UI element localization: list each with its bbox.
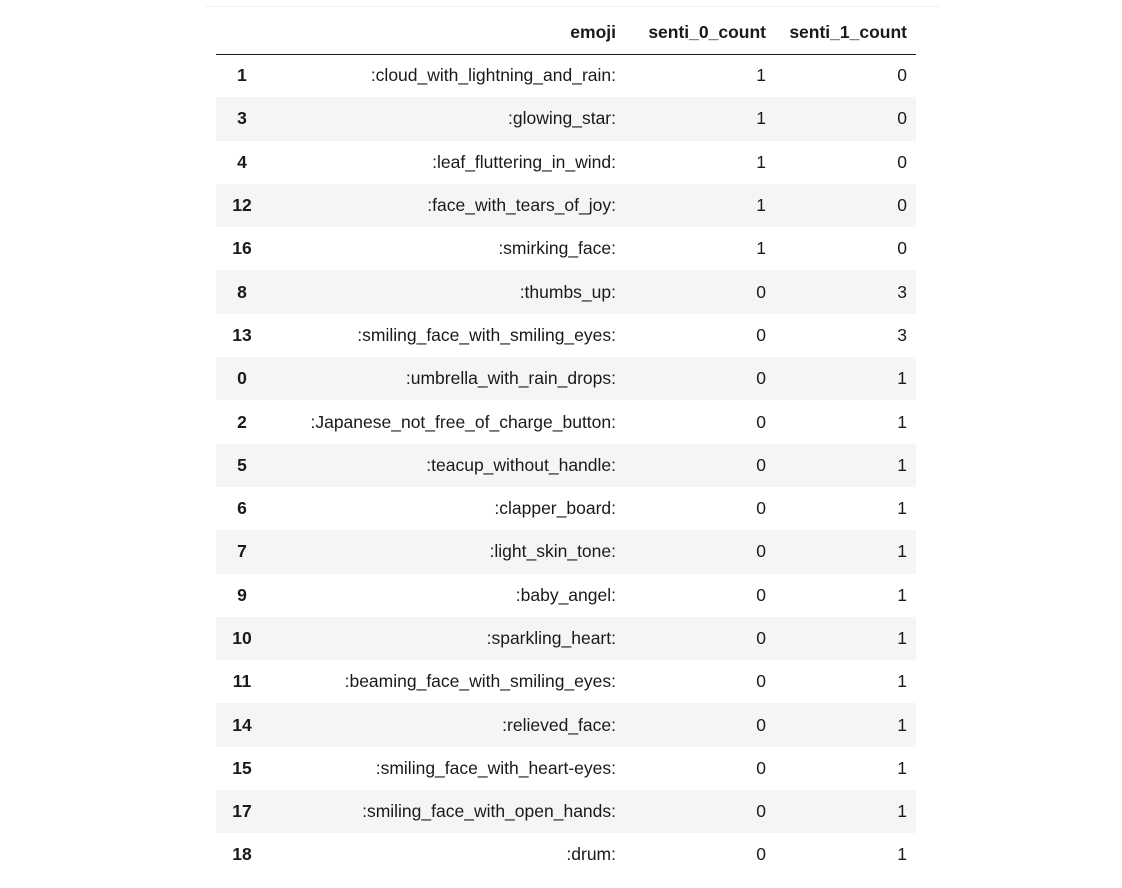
cell-emoji: :cloud_with_lightning_and_rain: — [370, 65, 616, 86]
cell-senti-0-count: 0 — [756, 671, 766, 692]
row-index: 10 — [232, 628, 252, 648]
cell-senti-0-count: 0 — [756, 281, 766, 302]
table-row — [216, 314, 916, 357]
row-index: 7 — [237, 541, 247, 562]
cell-emoji: :light_skin_tone: — [489, 541, 616, 562]
cell-emoji: :smirking_face: — [498, 238, 616, 259]
cell-senti-1-count: 1 — [897, 411, 907, 432]
output-top-divider — [205, 6, 940, 7]
row-index: 0 — [237, 368, 247, 389]
dataframe-table — [216, 10, 916, 877]
table-row — [216, 833, 916, 876]
cell-senti-0-count: 0 — [756, 324, 766, 345]
cell-emoji: :face_with_tears_of_joy: — [427, 195, 616, 216]
row-index: 9 — [237, 584, 247, 605]
cell-emoji: :baby_angel: — [515, 584, 616, 605]
cell-senti-0-count: 0 — [756, 454, 766, 475]
cell-senti-1-count: 1 — [897, 584, 907, 605]
row-index: 8 — [237, 281, 247, 302]
table-row — [216, 141, 916, 184]
cell-emoji: :relieved_face: — [502, 714, 616, 735]
cell-emoji: :umbrella_with_rain_drops: — [405, 368, 616, 389]
cell-senti-0-count: 0 — [756, 584, 766, 605]
cell-senti-1-count: 1 — [897, 628, 907, 648]
table-row — [216, 574, 916, 617]
header-emoji: emoji — [268, 10, 625, 54]
table-row — [216, 530, 916, 573]
cell-senti-0-count: 0 — [756, 628, 766, 648]
cell-senti-0-count: 0 — [756, 714, 766, 735]
row-index: 11 — [232, 671, 252, 692]
row-index: 3 — [237, 108, 247, 129]
row-index: 6 — [237, 498, 247, 519]
row-index: 13 — [232, 324, 252, 345]
cell-senti-1-count: 1 — [897, 714, 907, 735]
table-row — [216, 703, 916, 746]
cell-senti-1-count: 1 — [897, 801, 907, 822]
cell-emoji: :smiling_face_with_heart-eyes: — [375, 757, 616, 778]
cell-emoji: :beaming_face_with_smiling_eyes: — [344, 671, 616, 692]
row-index: 14 — [232, 714, 252, 735]
cell-senti-0-count: 0 — [756, 411, 766, 432]
header-senti-1-count: senti_1_count — [775, 10, 916, 54]
table-row — [216, 660, 916, 703]
table-row — [216, 227, 916, 270]
cell-emoji: :drum: — [566, 844, 616, 865]
cell-emoji: :sparkling_heart: — [486, 628, 616, 648]
header-row — [216, 10, 916, 54]
dataframe-output — [216, 10, 916, 877]
cell-emoji: :Japanese_not_free_of_charge_button: — [310, 411, 616, 432]
row-index: 15 — [232, 757, 252, 778]
cell-senti-0-count: 0 — [756, 757, 766, 778]
cell-senti-1-count: 1 — [897, 498, 907, 519]
row-index: 17 — [232, 801, 252, 822]
cell-senti-0-count: 0 — [756, 844, 766, 865]
cell-senti-0-count: 0 — [756, 801, 766, 822]
cell-senti-1-count: 0 — [897, 65, 907, 86]
table-row — [216, 357, 916, 400]
table-row — [216, 97, 916, 140]
cell-senti-1-count: 0 — [897, 151, 907, 172]
cell-senti-1-count: 0 — [897, 108, 907, 129]
table-row — [216, 747, 916, 790]
cell-senti-1-count: 0 — [897, 238, 907, 259]
cell-senti-1-count: 1 — [897, 671, 907, 692]
table-row — [216, 400, 916, 443]
row-index: 18 — [232, 844, 252, 865]
header-senti-0-count: senti_0_count — [625, 10, 775, 54]
table-row — [216, 790, 916, 833]
row-index: 5 — [237, 454, 247, 475]
cell-senti-0-count: 0 — [756, 368, 766, 389]
cell-senti-1-count: 1 — [897, 757, 907, 778]
cell-senti-1-count: 1 — [897, 844, 907, 865]
cell-senti-0-count: 0 — [756, 541, 766, 562]
cell-senti-0-count: 1 — [756, 151, 766, 172]
table-row — [216, 270, 916, 313]
cell-emoji: :smiling_face_with_smiling_eyes: — [357, 324, 616, 345]
cell-senti-0-count: 0 — [756, 498, 766, 519]
cell-senti-0-count: 1 — [756, 238, 766, 259]
cell-senti-1-count: 1 — [897, 541, 907, 562]
cell-emoji: :teacup_without_handle: — [426, 454, 616, 475]
table-row — [216, 54, 916, 97]
row-index: 1 — [237, 65, 247, 86]
cell-senti-1-count: 0 — [897, 195, 907, 216]
table-row — [216, 617, 916, 660]
cell-emoji: :clapper_board: — [494, 498, 616, 519]
cell-senti-1-count: 3 — [897, 324, 907, 345]
row-index: 16 — [232, 238, 252, 259]
cell-senti-1-count: 3 — [897, 281, 907, 302]
row-index: 4 — [237, 151, 247, 172]
cell-emoji: :leaf_fluttering_in_wind: — [432, 151, 616, 172]
header-index — [216, 10, 268, 54]
table-body — [216, 54, 916, 877]
cell-senti-0-count: 1 — [756, 195, 766, 216]
cell-emoji: :smiling_face_with_open_hands: — [362, 801, 616, 822]
cell-emoji: :thumbs_up: — [519, 281, 616, 302]
cell-senti-0-count: 1 — [756, 65, 766, 86]
cell-senti-1-count: 1 — [897, 368, 907, 389]
cell-senti-1-count: 1 — [897, 454, 907, 475]
cell-senti-0-count: 1 — [756, 108, 766, 129]
row-index: 2 — [237, 411, 247, 432]
table-row — [216, 444, 916, 487]
table-row — [216, 184, 916, 227]
table-header — [216, 10, 916, 54]
row-index: 12 — [232, 195, 252, 216]
table-row — [216, 487, 916, 530]
cell-emoji: :glowing_star: — [508, 108, 616, 129]
